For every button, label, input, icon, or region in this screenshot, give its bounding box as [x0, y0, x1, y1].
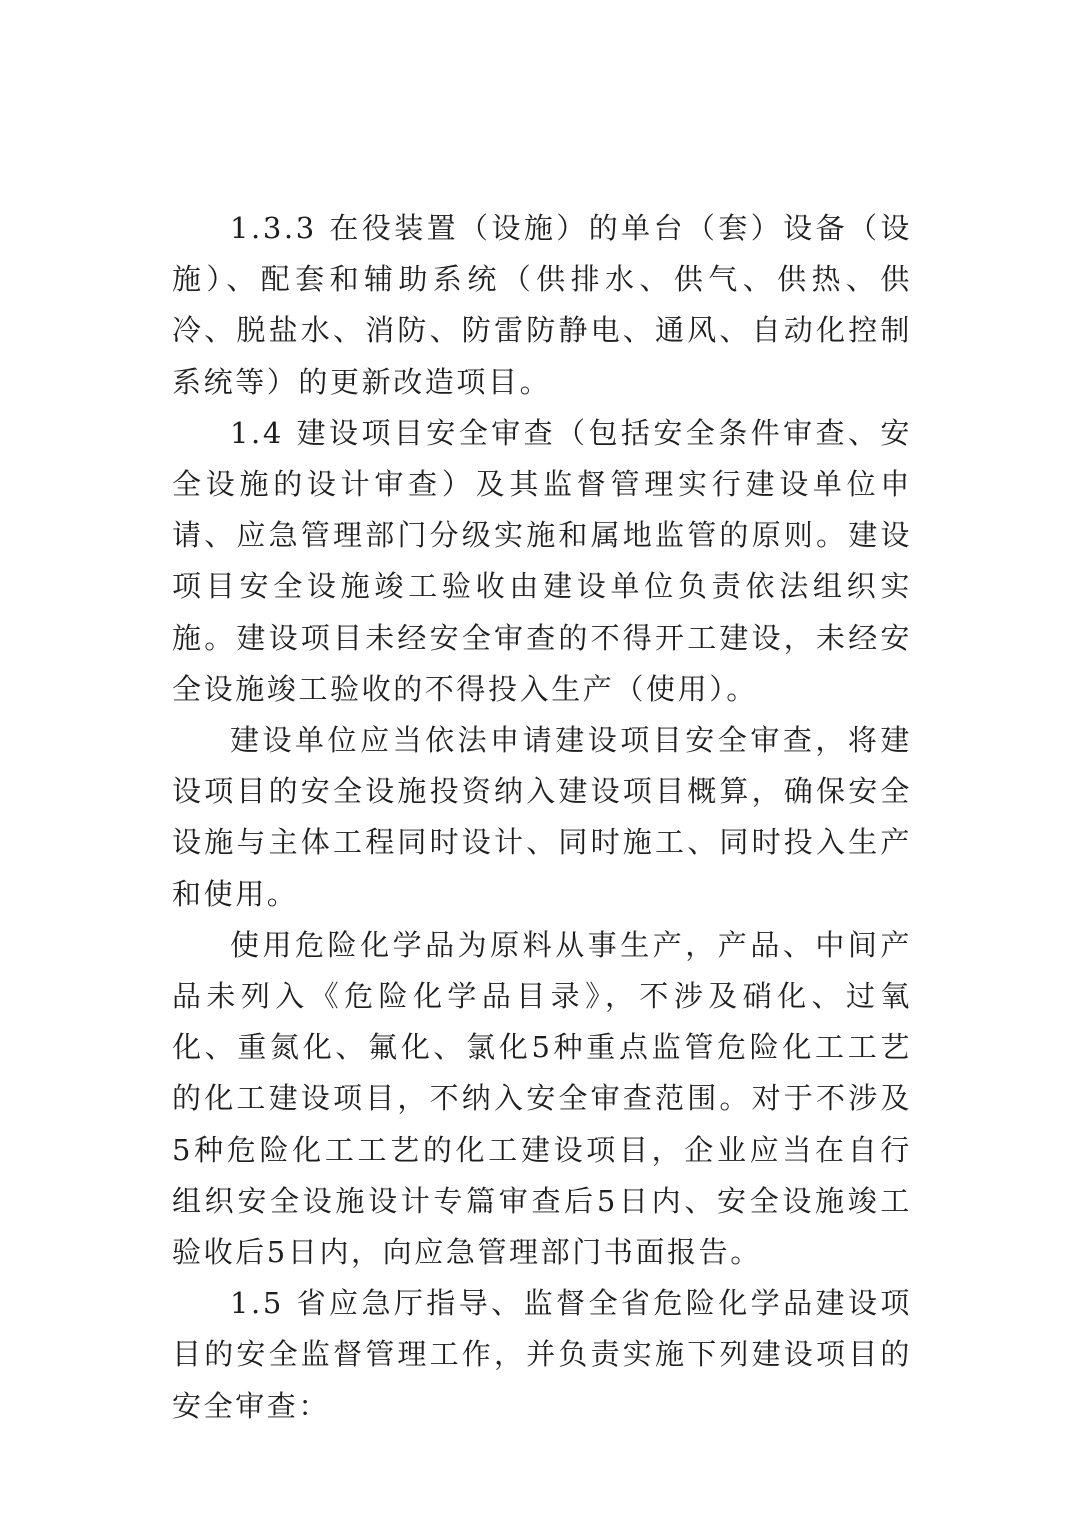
- document-body: [172, 203, 912, 1432]
- paragraph-1-4: 1.4 建设项目安全审查（包括安全条件审查、安全设施的设计审查）及其监督管理实行建设单位申请、应急管理部门分级实施和属地监管的原则。建设项目安全设施竣工验收由建设单位负责依法组织实施。建设项目未经安全审查的不得开工建设，未经安全设施竣工验收的不得投入生产（使用）。: [172, 415, 912, 706]
- paragraph-exemption: 使用危险化学品为原料从事生产，产品、中间产品未列入《危险化学品目录》，不涉及硝化、过氧化、重氮化、氟化、氯化5种重点监管危险化工工艺的化工建设项目，不纳入安全审查范围。对于不涉及5种危险化工工艺的化工建设项目，企业应当在自行组织安全设施设计专篇审查后5日内、安全设施竣工验收后5日内，向应急管理部门书面报告。: [172, 927, 912, 1270]
- paragraph-1-3-3: 1.3.3 在役装置（设施）的单台（套）设备（设施）、配套和辅助系统（供排水、供气、供热、供冷、脱盐水、消防、防雷防静电、通风、自动化控制系统等）的更新改造项目。: [172, 211, 912, 399]
- paragraph-application: 建设单位应当依法申请建设项目安全审查，将建设项目的安全设施投资纳入建设项目概算，确保安全设施与主体工程同时设计、同时施工、同时投入生产和使用。: [172, 723, 912, 911]
- paragraph-1-5: 1.5 省应急厅指导、监督全省危险化学品建设项目的安全监督管理工作，并负责实施下列建设项目的安全审查：: [172, 1286, 912, 1423]
